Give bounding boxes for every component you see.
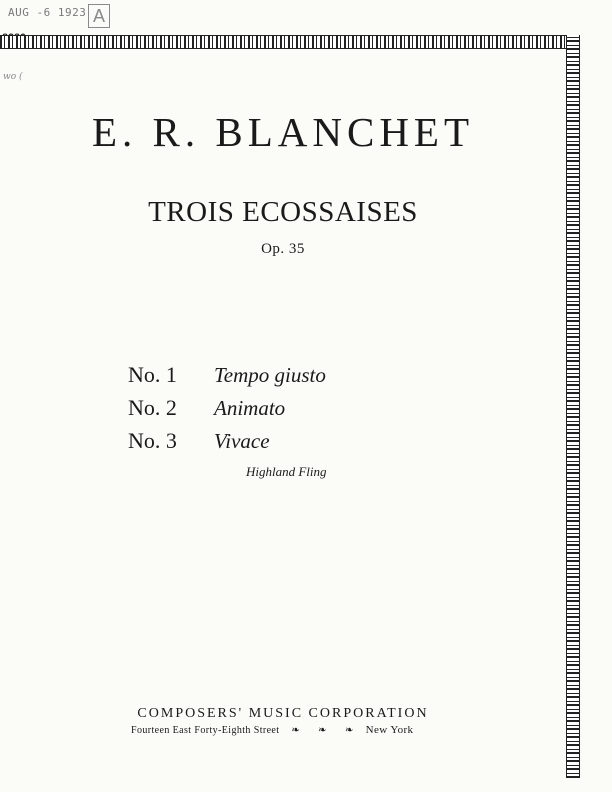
piece-subtitle: Highland Fling xyxy=(246,464,327,479)
copyright-class-stamp: A xyxy=(88,4,110,28)
publisher-city: New York xyxy=(365,724,414,736)
ornament-icon: ❧ xyxy=(291,725,301,736)
piece-number: No. 2 xyxy=(128,395,177,420)
publisher-name: COMPOSERS' MUSIC CORPORATION xyxy=(137,706,429,721)
ornament-icon: ❧ xyxy=(344,725,354,736)
piece-list xyxy=(128,362,326,461)
piece-tempo: Tempo giusto xyxy=(214,363,326,387)
piece-tempo: Vivace xyxy=(214,429,270,453)
opus-number: Op. 35 xyxy=(261,241,305,257)
composer-name: E. R. BLANCHET xyxy=(91,109,475,155)
piece-item xyxy=(128,428,326,461)
piece-item xyxy=(128,395,326,428)
publisher-address xyxy=(131,724,413,736)
decorative-border-top xyxy=(0,35,580,49)
piece-number: No. 3 xyxy=(128,428,177,453)
handwritten-note: wo ( xyxy=(3,72,23,82)
piece-tempo: Animato xyxy=(214,396,286,420)
decorative-border-right xyxy=(566,35,580,778)
piece-number: No. 1 xyxy=(128,362,177,387)
publisher-street: Fourteen East Forty-Eighth Street xyxy=(131,725,280,736)
work-title: TROIS ECOSSAISES xyxy=(148,196,418,228)
ornament-icon: ❧ xyxy=(318,725,327,736)
copyright-date-stamp: AUG -6 1923 xyxy=(8,6,87,19)
piece-item xyxy=(128,362,326,395)
